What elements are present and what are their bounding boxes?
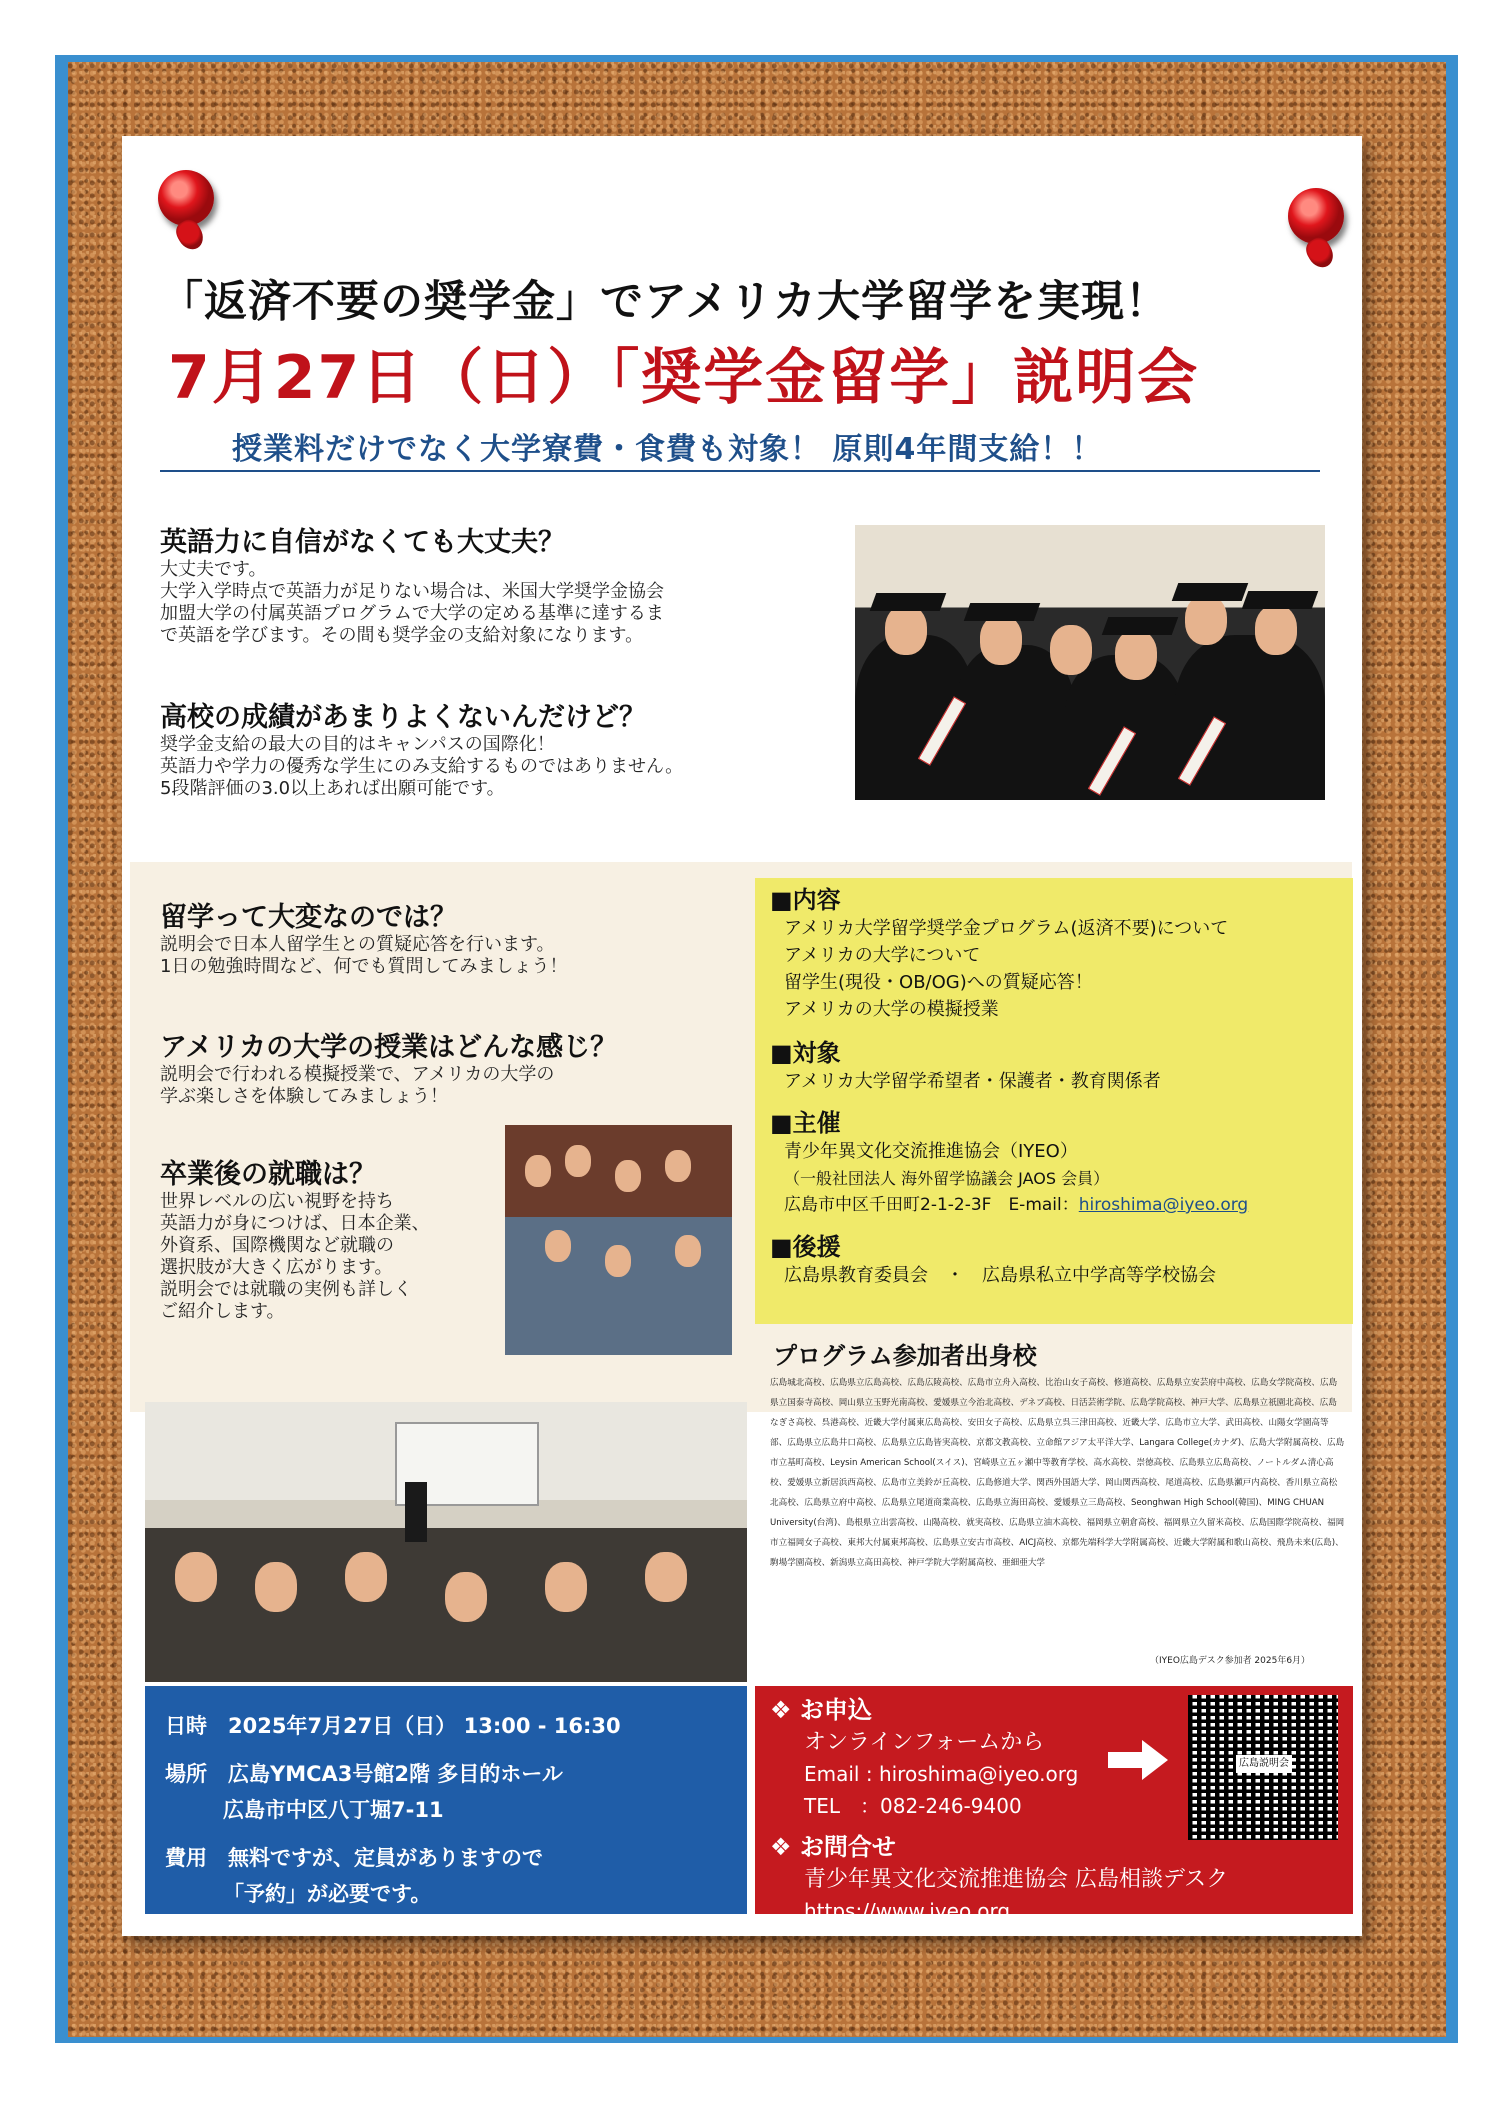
qa-body: 説明会で日本人留学生との質疑応答を行います。 1日の勉強時間など、何でも質問してみましょう！ xyxy=(160,934,568,977)
contact-org: 青少年異文化交流推進協会 広島相談デスク xyxy=(804,1867,1229,1892)
content-item: アメリカの大学について xyxy=(784,945,981,966)
content-item: アメリカ大学留学奨学金プログラム(返済不要)について xyxy=(784,918,1229,939)
content-item: 留学生(現役・OB/OG)への質疑応答！ xyxy=(784,972,1093,993)
contact-heading: ❖ お問合せ xyxy=(770,1833,896,1861)
target-text: アメリカ大学留学希望者・保護者・教育関係者 xyxy=(784,1071,1161,1092)
pushpin-icon xyxy=(1288,188,1344,244)
contact-url[interactable]: https://www.iyeo.org xyxy=(804,1899,1011,1923)
section-heading: ■内容 xyxy=(770,886,841,914)
application-details xyxy=(770,1690,1228,1923)
qa-title: 卒業後の就職は？ xyxy=(160,1159,376,1190)
place-address: 広島市中区八丁堀7-11 xyxy=(223,1798,444,1822)
apply-email[interactable]: Email : hiroshima@iyeo.org xyxy=(804,1762,1079,1786)
schools-title: プログラム参加者出身校 xyxy=(773,1342,1037,1370)
qa-body: 大丈夫です。 大学入学時点で英語力が足りない場合は、米国大学奨学金協会 加盟大学の付属英語プログラムで大学の定める基準に達するま で英語を学びます。その間も奨学金の支給対象になります。 xyxy=(160,559,664,646)
headline-line2: 7月27日（日）「奨学金留学」説明会 xyxy=(168,343,1200,413)
students-group-photo xyxy=(505,1125,732,1355)
organizer-address: 広島市中区千田町2-1-2-3F E-mail： xyxy=(784,1195,1079,1215)
qa-block-career xyxy=(160,1152,500,1323)
qa-body: 奨学金支給の最大の目的はキャンパスの国際化！ 英語力や学力の優秀な学生にのみ支給するものではありません。 5段階評価の3.0以上あれば出願可能です。 xyxy=(160,734,684,799)
qa-title: 高校の成績があまりよくないんだけど？ xyxy=(160,702,646,733)
pushpin-icon xyxy=(158,170,214,226)
info-contents xyxy=(770,880,1345,1289)
qr-label: 広島説明会 xyxy=(1236,1755,1292,1773)
qa-title: アメリカの大学の授業はどんな感じ？ xyxy=(160,1032,618,1063)
organizer-name: 青少年異文化交流推進協会（IYEO） xyxy=(784,1141,1078,1162)
schools-note: （IYEO広島デスク参加者 2025年6月） xyxy=(1150,1656,1311,1666)
date-value: 2025年7月27日（日） 13:00 - 16:30 xyxy=(228,1714,621,1738)
organizer-sub: （一般社団法人 海外留学協議会 JAOS 会員） xyxy=(784,1169,1110,1188)
apply-online[interactable]: オンラインフォームから xyxy=(804,1730,1045,1755)
qa-body: 世界レベルの広い視野を持ち 英語力が身につけば、日本企業、 外資系、国際機関など就職の 選択肢が大きく広がります。 説明会では就職の実例も詳しく ご紹介します。 xyxy=(160,1191,430,1322)
qa-block-classes xyxy=(160,1025,740,1108)
qa-block-difficulty xyxy=(160,895,740,978)
content-item: アメリカの大学の模擬授業 xyxy=(784,999,999,1020)
apply-tel[interactable]: TEL ：082-246-9400 xyxy=(804,1794,1022,1818)
fee-value: 無料ですが、定員がありますので xyxy=(228,1846,543,1870)
qa-block-english xyxy=(160,520,840,647)
divider xyxy=(160,470,1320,472)
event-details xyxy=(165,1710,621,1908)
qa-block-grades xyxy=(160,695,840,800)
section-heading: ■後援 xyxy=(770,1233,841,1261)
headline-line3: 授業料だけでなく大学寮費・食費も対象！ 原則4年間支給！！ xyxy=(232,432,1103,467)
qa-body: 説明会で行われる模擬授業で、アメリカの大学の 学ぶ楽しさを体験してみましょう！ xyxy=(160,1064,555,1107)
graduates-photo xyxy=(855,525,1325,800)
schools-list: 広島城北高校、広島県立広島高校、広島広陵高校、広島市立舟入高校、比治山女子高校、修道高校、広島県立安芸府中高校、広島女学院高校、広島県立国泰寺高校、岡山県立玉野光南高校、愛媛県立今治北高校、デネブ高校、日活芸術学院、広島学院高校、神戸大学、広島県立祇園北高校、広島なぎさ高校、呉港高校、近畿大学付属東広島高校、安田女子高校、広島県立呉三津田高校、近畿大学、広島市立大学、武田高校、山陽女学園高等部、広島県立広島井口高校、広島県立広島皆実高校、京都文教高校、立命館アジア太平洋大学、Langara College(カナダ)、広島大学附属高校、広島市立基町高校、Leysin American School(スイス)、宮崎県立五ヶ瀬中等教育学校、高水高校、崇徳高校、広島県立広島高校、ノートルダム清心高校、愛媛県立新居浜西高校、広島市立美鈴が丘高校、広島修道大学、関西外国語大学、岡山関西高校、尾道高校、広島県瀬戸内高校、香川県立高松北高校、広島県立府中高校、広島県立尾道商業高校、広島県立海田高校、愛媛県立三島高校、Seonghwan High School(韓国)、MING CHUAN University(台湾)、島根県立出雲高校、山陽高校、就実高校、広島県立油木高校、福岡県立朝倉高校、福岡県立久留米高校、広島国際学院高校、福岡市立福岡女子高校、東邦大付属東邦高校、広島県立安古市高校、AICJ高校、京都先端科学大学附属高校、近畿大学附属和歌山高校、飛鳥未来(広島)、駒場学園高校、新潟県立高田高校、神戸学院大学附属高校、亜細亜大学 xyxy=(770,1378,1345,1568)
headline-line1: 「返済不要の奨学金」でアメリカ大学留学を実現！ xyxy=(160,277,1169,327)
qa-title: 英語力に自信がなくても大丈夫？ xyxy=(160,527,565,558)
organizer-email-link[interactable]: hiroshima@iyeo.org xyxy=(1078,1195,1249,1215)
section-heading: ■対象 xyxy=(770,1039,841,1067)
seminar-photo xyxy=(145,1402,747,1682)
fee-label: 費用 xyxy=(165,1846,207,1870)
date-label: 日時 xyxy=(165,1714,207,1738)
fee-note: 「予約」が必要です。 xyxy=(223,1882,432,1906)
apply-heading: ❖ お申込 xyxy=(770,1696,872,1724)
place-label: 場所 xyxy=(165,1762,207,1786)
section-heading: ■主催 xyxy=(770,1109,841,1137)
supporters-text: 広島県教育委員会 ・ 広島県私立中学高等学校協会 xyxy=(784,1265,1216,1286)
qa-title: 留学って大変なのでは？ xyxy=(160,902,457,933)
place-value: 広島YMCA3号館2階 多目的ホール xyxy=(228,1762,563,1786)
arrow-right-icon xyxy=(1108,1740,1168,1780)
